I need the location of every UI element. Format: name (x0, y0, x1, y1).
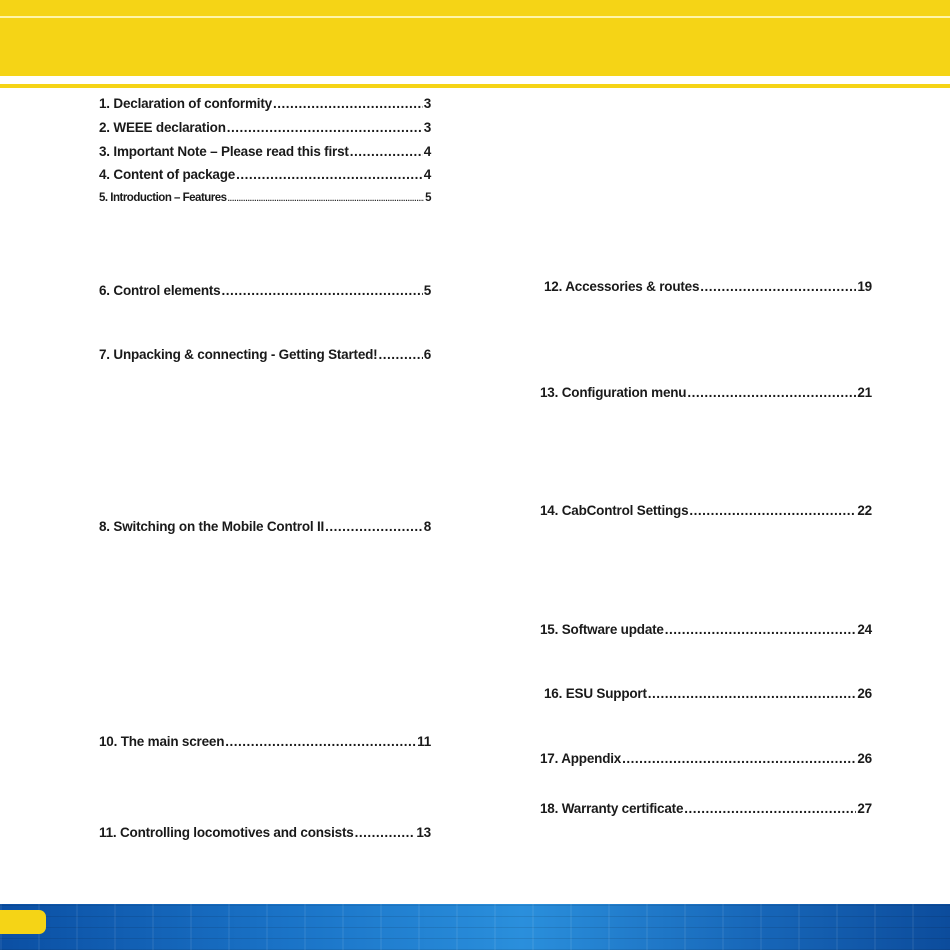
toc-entry-page: 26 (857, 751, 872, 766)
toc-leader-dots (700, 279, 856, 294)
toc-entry-important-note[interactable] (99, 144, 431, 159)
toc-entry-title: 3. Important Note – Please read this first (99, 144, 349, 159)
toc-leader-dots (273, 96, 423, 111)
toc-entry-cabcontrol-settings[interactable] (540, 503, 872, 518)
toc-entry-title: 2. WEEE declaration (99, 120, 226, 135)
toc-leader-dots (648, 686, 857, 701)
toc-entry-title: 1. Declaration of conformity (99, 96, 272, 111)
toc-entry-page: 19 (857, 279, 872, 294)
toc-entry-title: 12. Accessories & routes (544, 279, 700, 294)
toc-leader-dots (225, 734, 416, 749)
toc-entry-title: 17. Appendix (540, 751, 622, 766)
toc-entry-page: 13 (416, 825, 431, 840)
toc-entry-page: 27 (857, 801, 872, 816)
toc-leader-dots (378, 347, 422, 362)
toc-entry-configuration-menu[interactable] (540, 385, 872, 400)
toc-leader-dots (236, 167, 423, 182)
toc-leader-dots (665, 622, 857, 637)
footer-page-tab (0, 910, 46, 934)
toc-leader-dots (221, 283, 422, 298)
toc-entry-title: 13. Configuration menu (540, 385, 687, 400)
toc-entry-title: 18. Warranty certificate (540, 801, 684, 816)
footer-circuit-band (0, 904, 950, 950)
toc-entry-title: 7. Unpacking & connecting - Getting Started! (99, 347, 378, 362)
toc-entry-title: 14. CabControl Settings (540, 503, 689, 518)
header-band (0, 0, 950, 76)
toc-entry-page: 21 (857, 385, 872, 400)
toc-entry-switching-on[interactable] (99, 519, 431, 534)
header-highlight-line (0, 16, 950, 18)
toc-entry-page: 26 (857, 686, 872, 701)
toc-entry-content-of-package[interactable] (99, 167, 431, 182)
toc-entry-warranty[interactable] (540, 801, 872, 816)
toc-entry-page: 5 (425, 192, 431, 204)
toc-entry-page: 11 (417, 734, 431, 749)
toc-entry-page: 3 (423, 120, 431, 135)
toc-entry-title: 5. Introduction – Features (99, 192, 227, 204)
header-gap (0, 76, 950, 84)
toc-leader-dots (687, 385, 856, 400)
toc-entry-introduction[interactable] (99, 192, 431, 204)
toc-entry-page: 4 (423, 167, 431, 182)
toc-entry-accessories[interactable] (544, 279, 872, 294)
toc-entry-appendix[interactable] (540, 751, 872, 766)
toc-entry-main-screen[interactable] (99, 734, 431, 749)
toc-entry-page: 6 (423, 347, 431, 362)
toc-leader-dots (684, 801, 856, 816)
toc-entry-controlling-locomotives[interactable] (99, 825, 431, 840)
toc-entry-control-elements[interactable] (99, 283, 431, 298)
toc-entry-software-update[interactable] (540, 622, 872, 637)
toc-entry-title: 15. Software update (540, 622, 664, 637)
toc-entry-weee[interactable] (99, 120, 431, 135)
toc-leader-dots (350, 144, 423, 159)
toc-leader-dots (355, 825, 416, 840)
toc-entry-title: 8. Switching on the Mobile Control II (99, 519, 325, 534)
toc-leader-dots (622, 751, 856, 766)
toc-leader-dots (325, 519, 423, 534)
toc-leader-dots (689, 503, 856, 518)
toc-entry-title: 10. The main screen (99, 734, 225, 749)
toc-entry-page: 22 (857, 503, 872, 518)
toc-entry-page: 4 (423, 144, 431, 159)
toc-entry-page: 24 (857, 622, 872, 637)
toc-entry-page: 8 (423, 519, 431, 534)
toc-entry-esu-support[interactable] (544, 686, 872, 701)
toc-entry-declaration[interactable] (99, 96, 431, 111)
toc-entry-page: 5 (423, 283, 431, 298)
toc-entry-page: 3 (423, 96, 431, 111)
toc-entry-title: 11. Controlling locomotives and consists (99, 825, 354, 840)
toc-leader-dots (228, 194, 425, 203)
toc-leader-dots (227, 120, 423, 135)
header-underline (0, 84, 950, 88)
toc-entry-title: 6. Control elements (99, 283, 221, 298)
toc-entry-title: 16. ESU Support (544, 686, 647, 701)
toc-entry-title: 4. Content of package (99, 167, 236, 182)
toc-entry-unpacking[interactable] (99, 347, 431, 362)
